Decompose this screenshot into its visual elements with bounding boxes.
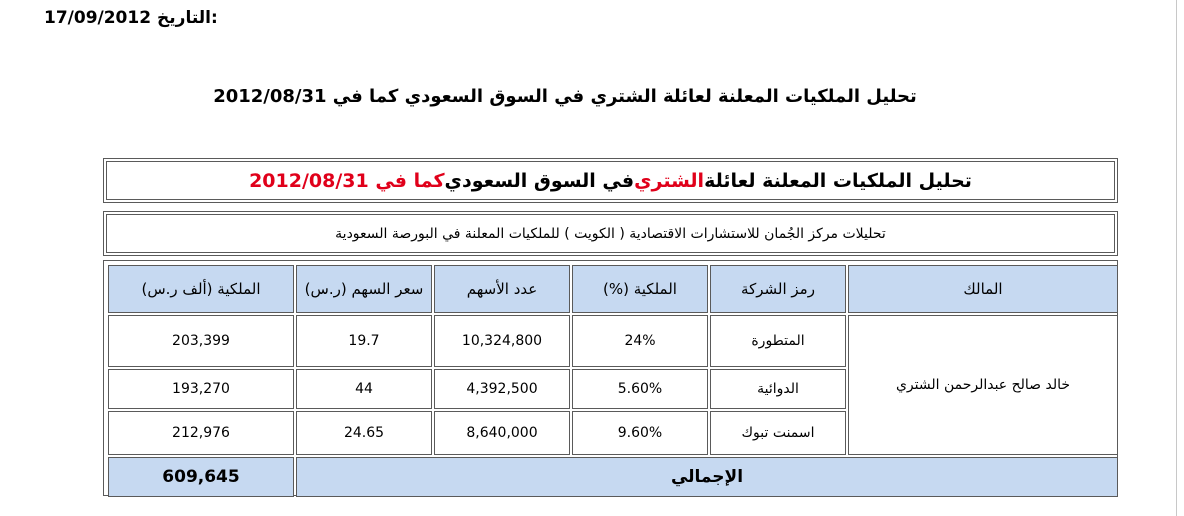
report-title (106, 161, 1115, 200)
source-line: تحليلات مركز الجُمان للاستشارات الاقتصادية ( الكويت ) للملكيات المعلنة في البورصة السعودية (106, 214, 1115, 253)
date-value: 17/09/2012 (44, 8, 152, 28)
report-title-box (103, 158, 1118, 203)
shares-cell: 10,324,800 (434, 315, 570, 367)
source-box (103, 211, 1118, 256)
ownership-cell: 9.60% (572, 411, 708, 455)
ownership-table-wrapper (103, 260, 1118, 496)
date-line (44, 8, 244, 28)
date-label: التاريخ: (157, 8, 218, 28)
header-shares: عدد الأسهم (434, 265, 570, 313)
table-row (108, 315, 1118, 367)
header-owner: المالك (848, 265, 1118, 313)
symbol-cell: اسمنت تبوك (710, 411, 846, 455)
value-cell: 193,270 (108, 369, 294, 409)
shares-cell: 4,392,500 (434, 369, 570, 409)
report-title-family: الشتري (634, 169, 705, 192)
page-title: تحليل الملكيات المعلنة لعائلة الشتري في السوق السعودي كما في 2012/08/31 (213, 86, 917, 107)
symbol-cell: المتطورة (710, 315, 846, 367)
shares-cell: 8,640,000 (434, 411, 570, 455)
header-ownership: الملكية (%) (572, 265, 708, 313)
total-value: 609,645 (108, 457, 294, 497)
total-row (108, 457, 1118, 497)
ownership-table (106, 263, 1120, 499)
value-cell: 212,976 (108, 411, 294, 455)
report-title-date: كما في 2012/08/31 (249, 169, 445, 192)
price-cell: 44 (296, 369, 432, 409)
symbol-cell: الدوائية (710, 369, 846, 409)
ownership-cell: 24% (572, 315, 708, 367)
price-cell: 19.7 (296, 315, 432, 367)
header-value: الملكية (ألف ر.س) (108, 265, 294, 313)
value-cell: 203,399 (108, 315, 294, 367)
header-symbol: رمز الشركة (710, 265, 846, 313)
total-label: الإجمالي (296, 457, 1118, 497)
owner-cell: خالد صالح عبدالرحمن الشتري (848, 315, 1118, 455)
ownership-cell: 5.60% (572, 369, 708, 409)
page-right-border (1176, 0, 1177, 516)
table-header-row (108, 265, 1118, 313)
report-title-part1: تحليل الملكيات المعلنة لعائلة (704, 169, 972, 192)
header-price: سعر السهم (ر.س) (296, 265, 432, 313)
report-title-part2: في السوق السعودي (444, 169, 635, 192)
price-cell: 24.65 (296, 411, 432, 455)
